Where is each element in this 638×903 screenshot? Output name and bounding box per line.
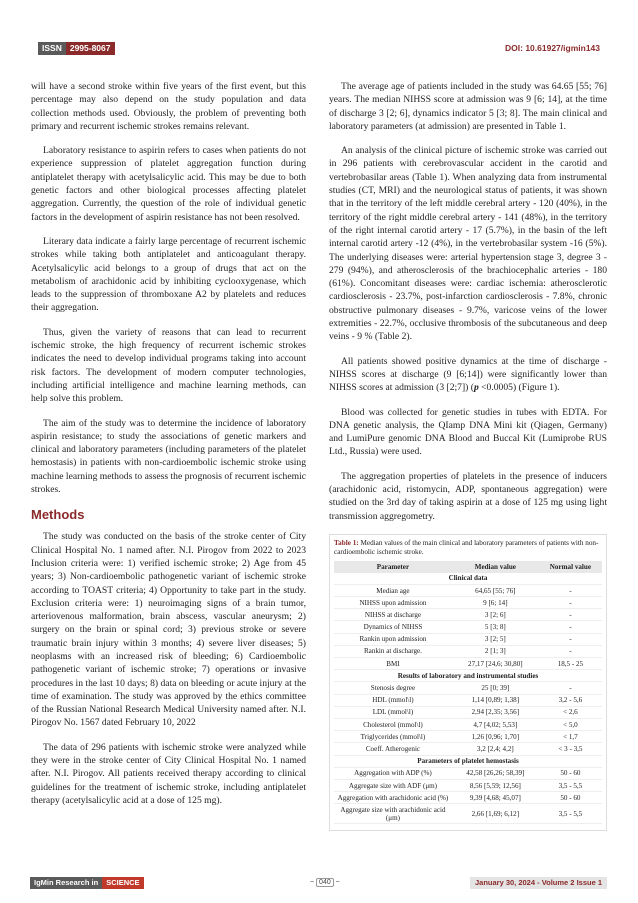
- table-cell: 9,39 [4,68; 45,07]: [452, 792, 539, 804]
- table-section-title: Clinical data: [334, 573, 602, 585]
- table-row: [334, 743, 602, 755]
- paragraph: An analysis of the clinical picture of ischemic stroke was carried out in 296 patients with cerebrovascular accident in the carotid and vertebrobasilar areas (Table 1). When analyzing data from instrumental studies (CT, MRI) and the neurological status of patients, it was shown that in the territory of the left middle cerebral artery - 120 (40%), in the territory of the right middle cerebral artery - 141 (48%), in the territory of the right internal carotid artery - 17 (5.7%), in the basin of the left internal carotid artery -12 (4%), in the vertebrobasilar system -16 (5%). The underlying diseases were: arterial hypertension stage 3, degree 3 - 279 (94%), and atherosclerosis of the brachiocephalic arteries - 180 (61%). Concomitant diseases were: cardiac ischemia: atherosclerotic cardiosclerosis - 23.7%, post-infarction cardiosclerosis - 7.8%, chronic obstructive pulmonary diseases - 9.7%, varicose veins of the lower extremities - 22.7%, occlusive thrombosis of the subcutaneous and deep veins - 9 % (Table 2).: [329, 145, 607, 343]
- table-cell: 3 [2; 5]: [452, 633, 539, 645]
- paragraph: Literary data indicate a fairly large percentage of recurrent ischemic strokes while taking both antiplatelet and anticoagulant therapy. Acetylsalicylic acid belongs to a group of drugs that act on the metabolism of arachidonic acid by inhibiting cyclooxygenase, which leads to the suppression of thromboxane A2 by platelets and reduces their aggregation.: [31, 235, 306, 314]
- table-cell: < 5,0: [539, 718, 602, 730]
- table-row: [334, 792, 602, 804]
- data-table: [334, 561, 602, 825]
- table-caption-text: Median values of the main clinical and laboratory parameters of patients with non-cardioembolic ischemic stroke.: [334, 538, 599, 557]
- table-cell: < 2,6: [539, 706, 602, 718]
- p-value-symbol: p: [473, 382, 479, 394]
- table-cell: Aggregate size with ADF (μm): [334, 779, 452, 791]
- table-caption: [334, 539, 602, 558]
- table-cell: Cholesterol (mmol\l): [334, 718, 452, 730]
- table-cell: 18,5 - 25: [539, 658, 602, 670]
- table-row: [334, 804, 602, 824]
- left-column: [31, 80, 306, 818]
- table-cell: Aggregation with arachidonic acid (%): [334, 792, 452, 804]
- issn-badge: [38, 42, 115, 55]
- table-cell: Stenosis degree: [334, 682, 452, 694]
- table-cell: Rankin at discharge.: [334, 645, 452, 657]
- table-cell: 27,17 [24,6; 30,80]: [452, 658, 539, 670]
- table-cell: NIHSS at discharge: [334, 609, 452, 621]
- table-row: [334, 645, 602, 657]
- table-cell: -: [539, 584, 602, 596]
- brand-science: SCIENCE: [102, 877, 143, 889]
- table-cell: -: [539, 609, 602, 621]
- table-cell: Coeff. Atherogenic: [334, 743, 452, 755]
- table-cell: 9 [6; 14]: [452, 597, 539, 609]
- paragraph: The aim of the study was to determine the incidence of laboratory aspirin resistance; to study the associations of genetic markers and clinical and laboratory parameters (including parameters of the platelet hemostasis) in patients with non-cardioembolic ischemic stroke using machine learning methods to assess the prognosis of recurrent ischemic strokes.: [31, 417, 306, 496]
- table-row: [334, 731, 602, 743]
- brand-label: IgMin Research in: [30, 877, 102, 889]
- page-footer: [0, 877, 638, 891]
- page-number: ~ 040 ~: [310, 879, 340, 886]
- paragraph: The data of 296 patients with ischemic stroke were analyzed while they were in the stroke center of City Clinical Hospital No. 1 named after. N.I. Pirogov. All patients received therapy according to clinical guidelines for the treatment of ischemic stroke, including antiplatelet therapy (acetylsalicylic acid at a dose of 125 mg).: [31, 741, 306, 806]
- paragraph: The aggregation properties of platelets in the presence of inducers (arachidonic acid, ristomycin, ADP, spontaneous aggregation) were studied on the 3rd day of taking aspirin at a dose of 125 mg using light transmission aggregometry.: [329, 470, 607, 522]
- table-section-row: [334, 670, 602, 682]
- table-cell: 50 - 60: [539, 792, 602, 804]
- column-header: Normal value: [539, 561, 602, 573]
- table-cell: 2 [1; 3]: [452, 645, 539, 657]
- table-cell: 1,14 [0,89; 1,38]: [452, 694, 539, 706]
- table-row: [334, 658, 602, 670]
- table-cell: -: [539, 682, 602, 694]
- table-section-title: Parameters of platelet hemostasis: [334, 755, 602, 767]
- table-row: [334, 706, 602, 718]
- table-row: [334, 633, 602, 645]
- table-cell: BMI: [334, 658, 452, 670]
- paragraph: will have a second stroke within five years of the first event, but this percentage may also depend on the study population and data collection methods used. Obviously, the problem of preventing both primary and recurrent ischemic strokes remains relevant.: [31, 81, 306, 132]
- table-cell: 2,66 [1,69; 6,12]: [452, 804, 539, 824]
- text-run: <0.0005) (Figure 1).: [478, 382, 560, 394]
- table-row: [334, 694, 602, 706]
- right-column: [329, 80, 607, 831]
- table-cell: 50 - 60: [539, 767, 602, 779]
- table-cell: Rankin upon admission: [334, 633, 452, 645]
- paragraph: [329, 355, 607, 395]
- table-section-row: [334, 755, 602, 767]
- table-1: [329, 534, 607, 832]
- paragraph: The average age of patients included in the study was 64.65 [55; 76] years. The median NIHSS score at admission was 9 [6; 14], at the time of discharge 3 [2; 6], dynamics indicator 5 [3; 8]. The main clinical and laboratory parameters (at admission) are presented in Table 1.: [329, 81, 607, 132]
- doi-link[interactable]: DOI: 10.61927/igmin143: [505, 43, 600, 53]
- paragraph: Thus, given the variety of reasons that can lead to recurrent ischemic stroke, the high frequency of recurrent ischemic strokes indicates the need to develop individual programs taking into account risk factors. The development of modern computer technologies, including artificial intelligence and machine learning methods, can help solve this problem.: [31, 326, 306, 405]
- table-cell: HDL (mmol\l): [334, 694, 452, 706]
- text-run: All patients showed positive dynamics at the time of discharge - NIHSS scores at discharge (9 [6;14]) were significantly lower than NIHSS scores at admission (3 [2;7]) (: [329, 355, 607, 394]
- table-cell: Median age: [334, 584, 452, 596]
- journal-brand: [30, 877, 144, 889]
- table-cell: NIHSS upon admission: [334, 597, 452, 609]
- issn-number: 2995-8067: [66, 42, 115, 55]
- column-header: Median value: [452, 561, 539, 573]
- table-cell: 3,5 - 5,5: [539, 804, 602, 824]
- table-cell: < 1,7: [539, 731, 602, 743]
- table-cell: Aggregate size with arachidonic acid (μm): [334, 804, 452, 824]
- table-cell: -: [539, 633, 602, 645]
- table-cell: 25 [0; 39]: [452, 682, 539, 694]
- methods-heading: Methods: [31, 507, 85, 523]
- table-cell: 3,5 - 5,5: [539, 779, 602, 791]
- table-cell: 5 [3; 8]: [452, 621, 539, 633]
- table-caption-label: Table 1:: [334, 538, 359, 547]
- table-row: [334, 767, 602, 779]
- table-cell: -: [539, 597, 602, 609]
- table-row: [334, 779, 602, 791]
- table-cell: 3,2 - 5,6: [539, 694, 602, 706]
- page-header: [0, 38, 638, 58]
- table-row: [334, 718, 602, 730]
- table-row: [334, 584, 602, 596]
- paragraph: The study was conducted on the basis of the stroke center of City Clinical Hospital No. 1 named after. N.I. Pirogov from 2022 to 2023 Inclusion criteria were: 1) verified ischemic stroke; 2) Age from 45 years; 3) Non-cardioembolic pathogenetic variant of ischemic stroke according to TOAST criteria; 4) Opportunity to take part in the study. Exclusion criteria were: 1) neuroimaging signs of a brain tumor, arteriovenous malformation, brain abscess, vascular aneurysm; 2) surgery on the brain or spinal cord; 3) previous stroke or severe traumatic brain injury within 3 months; 4) severe liver diseases; 5) neoplasms with an increased risk of bleeding; 6) Cardioembolic pathogenetic variant of ischemic stroke; 7) operations or invasive procedures in the last 10 days; 8) data on bleeding or acute injury at the time of examination. The study was approved by the ethics committee of the Russian National Research Medical University named after. N.I. Pirogov No. 1567 dated February 10, 2022: [31, 531, 306, 729]
- table-cell: 2,94 [2,35; 3,56]: [452, 706, 539, 718]
- table-cell: 42,58 [26,26; 58,39]: [452, 767, 539, 779]
- table-section-title: Results of laboratory and instrumental studies: [334, 670, 602, 682]
- table-cell: 3 [2; 6]: [452, 609, 539, 621]
- table-cell: -: [539, 645, 602, 657]
- table-cell: 1,26 [0,96; 1,70]: [452, 731, 539, 743]
- table-row: [334, 597, 602, 609]
- table-cell: Triglycerides (mmol\l): [334, 731, 452, 743]
- page-number-value: 040: [316, 878, 334, 887]
- table-row: [334, 682, 602, 694]
- table-cell: 8,56 [5,59; 12,56]: [452, 779, 539, 791]
- issue-date: January 30, 2024 - Volume 2 Issue 1: [470, 877, 607, 889]
- table-cell: LDL (mmol\l): [334, 706, 452, 718]
- table-cell: 64,65 [55; 76]: [452, 584, 539, 596]
- table-cell: Aggregation with ADP (%): [334, 767, 452, 779]
- paragraph: Blood was collected for genetic studies in tubes with EDTA. For DNA genetic analysis, the QIamp DNA Mini kit (Qiagen, Germany) and LumiPure genomic DNA Blood and Buccal Kit (Lumiprobe RUS Ltd., Russia) were used.: [329, 406, 607, 458]
- table-cell: < 3 - 3,5: [539, 743, 602, 755]
- column-header: Parameter: [334, 561, 452, 573]
- table-row: [334, 621, 602, 633]
- issn-label: ISSN: [38, 42, 66, 55]
- paragraph: Laboratory resistance to aspirin refers to cases when patients do not experience suppression of platelet aggregation function during antiplatelet therapy with acetylsalicylic acid. This may be due to both genetic factors and other biological processes affecting platelet aggregation. Currently, the question of the role of individual genetic factors in the development of aspirin resistance has not been resolved.: [31, 145, 306, 223]
- table-section-row: [334, 573, 602, 585]
- table-cell: 4,7 [4,02; 5,53]: [452, 718, 539, 730]
- table-cell: -: [539, 621, 602, 633]
- table-cell: Dynamics of NIHSS: [334, 621, 452, 633]
- table-cell: 3,2 [2,4; 4,2]: [452, 743, 539, 755]
- table-row: [334, 609, 602, 621]
